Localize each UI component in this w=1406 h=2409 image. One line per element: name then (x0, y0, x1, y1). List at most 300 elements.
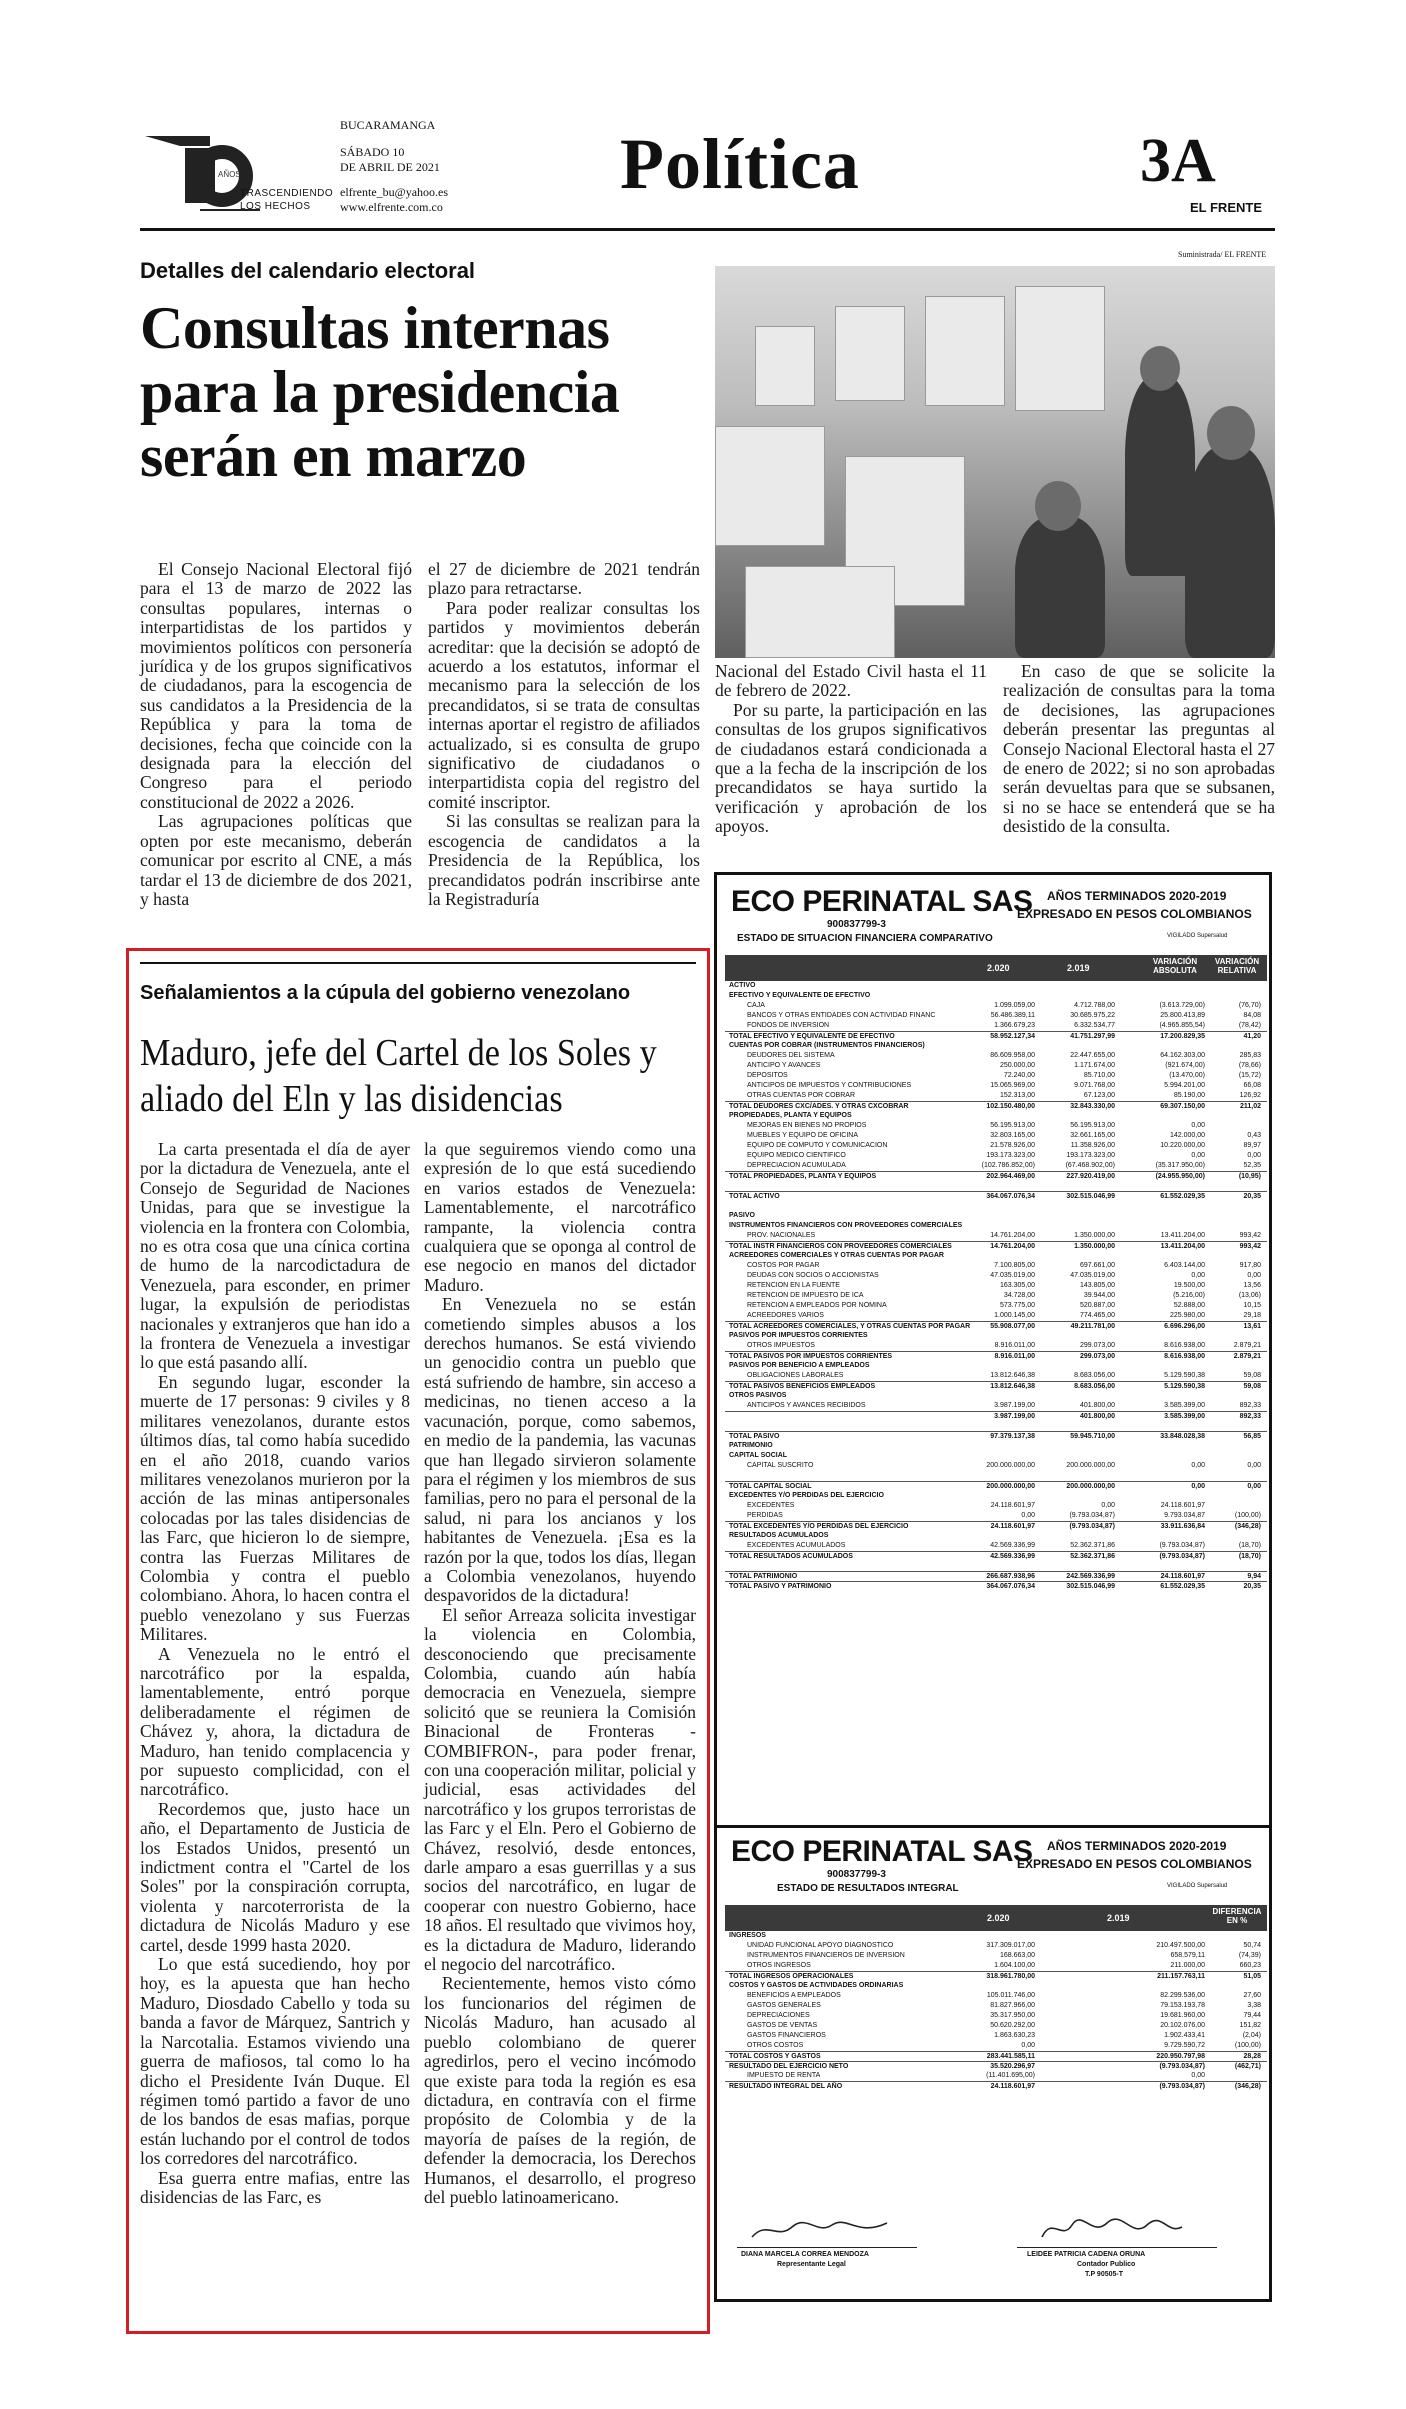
table-cell: TOTAL DEUDORES CXC/ADES. Y OTRAS CXCOBRAR (729, 1103, 909, 1110)
table-cell: 35.317.950,00 (990, 2012, 1035, 2019)
table-cell: 168.663,00 (999, 1952, 1035, 1959)
table-cell: EFECTIVO Y EQUIVALENTE DE EFECTIVO (729, 992, 871, 999)
article2-column-1: La carta presentada el día de ayer por la dictadura de Venezuela, ante el Consejo de Seguridad de Naciones Unidas, para que se investigue la violencia en la frontera con Colombia, no es otra cosa que una cínica cortina de humo de la narcodictadura de Venezuela, para esconder, en primer lugar, la expulsión de periodistas nacionales y extranjeros que han ido a la frontera de Venezuela a investigar lo que está pasando allí. En segundo lugar, esconder la muerte de 17 personas: 9 civiles y 8 militares venezolanos, durante estos últimos días, tal como había sucedido en el año 2018, cuando varios militares venezolanos murieron por la acción de las minas antipersonales colocadas por las tales disidencias de las Farc, que hicieron lo de siempre, contra las Fuerzas Militares de Colombia y contra el pueblo colombiano. Ahora, lo hacen contra el pueblo venezolano y sus Fuerzas Militares. A Venezuela no le entró el narcotráfico por la espalda, lamentablemente, entró porque deliberadamente el régimen de Chávez y, ahora, la dictadura de Maduro, han tenido complacencia y por supuesto complicidad, con el narcotráfico. Recordemos que, justo hace un año, el Departamento de Justicia de los Estados Unidos, presentó un indictment contra el "Cartel de los Soles" por la conspiración corrupta, violenta y narcoterrorista de la dictadura de Nicolás Maduro y ese cartel, desde 1999 hasta 2020. Lo que está sucediendo, hoy por hoy, es la apuesta que han hecho Maduro, Diosdado Cabello y toda su banda a favor de Márquez, Santrich y la Narcotalia. Estamos viviendo una guerra de mafiosos, tal como lo ha dicho el Presidente Iván Duque. El régimen tomó partido a favor de uno de los bandos de esas mafias, porque están luchando por el control de todos los corredores del narcotráfico. Esa guerra entre mafias, entre las disidencias de las Farc, es (140, 1139, 410, 2207)
table-row (725, 2051, 1267, 2061)
table-cell: 1.350.000,00 (1074, 1243, 1115, 1250)
balance-sheet-rows (725, 981, 1267, 1591)
table-cell: 0,00 (1101, 1502, 1115, 1509)
table-cell: EXCEDENTES Y/O PERDIDAS DEL EJERCICIO (729, 1492, 884, 1499)
article2-column-2: la que seguiremos viendo como una expresión de lo que está sucediendo en varios estados de Venezuela: Lamentablemente, el narcotráfico rampante, la violencia contra cualquiera que se oponga al control de ese negocio en manos del dictador Maduro. En Venezuela no se están cometiendo simples abusos a los derechos humanos. Se está viviendo un genocidio contra un pueblo que está sufriendo de hambre, sin acceso a medicinas, no tienen acceso a la vacunación, porque, como sabemos, en medio de la pandemia, las vacunas que han llegado sirvieron solamente para el régimen y los miembros de sus familias, pero no para el personal de la salud, ni para los ancianos y los habitantes de Venezuela. ¡Esa es la razón por la que, todos los días, llegan a Colombia venezolanos, huyendo despavoridos de la dictadura! El señor Arreaza solicita investigar la violencia en Colombia, desconociendo que precisamente Colombia, cuando aún había democracia en Venezuela, siempre solicitó que se reuniera la Comisión Binacional de Fronteras -COMBIFRON-, para poder frenar, con una cooperación militar, policial y judicial, esas actividades del narcotráfico y los grupos terroristas de las Farc y el Eln. Pero el Gobierno de Chávez, resolvió, desde entonces, darle amparo a esas guerrillas y a sus socios del narcotráfico, en lugar de cooperar con nuestro Gobierno, hace 18 años. El resultado que vivimos hoy, es la dictadura de Maduro, liderando el negocio del narcotráfico. Recientemente, hemos visto cómo los funcionarios del régimen de Nicolás Maduro, han acusado al pueblo colombiano de querer agredirlos, pero el vecino incómodo que existe para toda la región es esa dictadura, en contravía con el firme propósito de Colombia y de la mayoría de países de la región, de defender la democracia, los Derechos Humanos, el desarrollo, el progreso del pueblo latinoamericano. (424, 1139, 696, 2207)
table-cell: OBLIGACIONES LABORALES (747, 1372, 844, 1379)
table-row (725, 1531, 1267, 1541)
table-cell: 266.687.938,96 (986, 1573, 1035, 1580)
table-row (725, 1231, 1267, 1241)
table-cell: (18,70) (1238, 1542, 1261, 1549)
table-row (725, 1971, 1267, 1981)
table-cell: INGRESOS (729, 1932, 766, 1939)
article1-column-4: En caso de que se solicite la realización de consultas para la toma de decisiones, las agrupaciones deberán presentar las preguntas al Consejo Nacional Electoral hasta el 27 de enero de 2022; si no son aprobadas serán devueltas para que se subsanen, si no se hace se entenderá que se ha desistido de la consulta. (1003, 661, 1275, 837)
table-cell: (78,42) (1238, 1022, 1261, 1029)
signer-2-tp: T.P 90505-T (1085, 2271, 1124, 2278)
table-cell: (9.793.034,87) (1069, 1512, 1115, 1519)
table-cell: CAPITAL SUSCRITO (747, 1462, 814, 1469)
table-cell: 5.129.590,38 (1164, 1372, 1205, 1379)
logo-years: AÑOS (218, 170, 241, 179)
table-cell: 9.729.590,72 (1164, 2042, 1205, 2049)
table-row (725, 1161, 1267, 1171)
table-cell: 34.728,00 (1003, 1292, 1035, 1299)
table-cell: 13,56 (1243, 1282, 1261, 1289)
table-row (725, 1991, 1267, 2001)
table-cell: 3.585.399,00 (1164, 1413, 1205, 1420)
table-cell: 0,00 (1191, 1122, 1205, 1129)
table-cell: 0,00 (1247, 1483, 1261, 1490)
table-cell: 102.150.480,00 (986, 1103, 1035, 1110)
article2-headline: Maduro, jefe del Cartel de los Soles y aliado del Eln y las disidencias (140, 1032, 657, 1120)
table-cell: DEPRECIACIONES (747, 2012, 810, 2019)
fin-nit-2: 900837799-3 (827, 1869, 886, 1880)
table-cell: 13.812.646,38 (990, 1383, 1035, 1390)
table-cell: (74,39) (1238, 1952, 1261, 1959)
table-cell: 283.441.585,11 (986, 2053, 1035, 2060)
table-row (725, 1121, 1267, 1131)
table-cell: TOTAL INSTR FINANCIEROS CON PROVEEDORES COMERCIALES (729, 1243, 952, 1250)
table-cell: 85.190,00 (1173, 1092, 1205, 1099)
table-row (725, 1961, 1267, 1971)
table-cell: TOTAL INGRESOS OPERACIONALES (729, 1973, 854, 1980)
table-cell: 993,42 (1239, 1243, 1261, 1250)
fin-currency-title-1: EXPRESADO EN PESOS COLOMBIANOS (1017, 907, 1252, 921)
financial-statement-ad (714, 872, 1272, 2302)
table-cell: 0,00 (1021, 2042, 1035, 2049)
table-cell: (11.401.695,00) (986, 2072, 1035, 2079)
table-cell: MUEBLES Y EQUIPO DE OFICINA (747, 1132, 858, 1139)
table-cell: (346,28) (1234, 2083, 1261, 2090)
table-row (725, 1571, 1267, 1581)
table-cell: (2,04) (1242, 2032, 1261, 2039)
table-row (725, 1431, 1267, 1441)
table-row (725, 1441, 1267, 1451)
signer-1-name: DIANA MARCELA CORREA MENDOZA (741, 2251, 869, 2258)
table-row (725, 1031, 1267, 1041)
table-cell: 67.123,00 (1083, 1092, 1115, 1099)
table-cell: 19.500,00 (1173, 1282, 1205, 1289)
table-cell: 24.118.601,97 (1160, 1573, 1205, 1580)
table-cell: (10,95) (1238, 1173, 1261, 1180)
table-cell: 299.073,00 (1079, 1342, 1115, 1349)
article2-top-rule (140, 962, 696, 964)
table-cell: 52,35 (1243, 1162, 1261, 1169)
table-cell: 250.000,00 (999, 1062, 1035, 1069)
table-cell: 152.313,00 (999, 1092, 1035, 1099)
table-cell: 50,74 (1243, 1942, 1261, 1949)
table-cell: (67.468.902,00) (1065, 1162, 1115, 1169)
income-statement-header: 2.020 2.019 DIFERENCIA EN % (725, 1905, 1267, 1931)
table-cell: 142.000,00 (1169, 1132, 1205, 1139)
table-cell: 3,38 (1247, 2002, 1261, 2009)
table-cell: TOTAL EXCEDENTES Y/O PERDIDAS DEL EJERCICIO (729, 1523, 909, 1530)
table-cell: RESULTADOS ACUMULADOS (729, 1532, 829, 1539)
table-cell: ACREEDORES COMERCIALES Y OTRAS CUENTAS POR PAGAR (729, 1252, 944, 1259)
date-line-1: SÁBADO 10 (340, 145, 405, 159)
table-row (725, 1321, 1267, 1331)
table-cell: 993,42 (1239, 1232, 1261, 1239)
table-cell: 13.411.204,00 (1160, 1243, 1205, 1250)
table-row (725, 1171, 1267, 1181)
table-cell: 15.065.969,00 (990, 1082, 1035, 1089)
table-cell: 19.681.960,00 (1160, 2012, 1205, 2019)
table-cell: 1.000.145,00 (994, 1312, 1035, 1319)
table-cell: PASIVOS POR IMPUESTOS CORRIENTES (729, 1332, 868, 1339)
table-cell: 573.775,00 (999, 1302, 1035, 1309)
table-cell: (100,00) (1234, 2042, 1261, 2049)
table-cell: GASTOS GENERALES (747, 2002, 821, 2009)
balance-sheet-table (725, 955, 1267, 1591)
page-number: 3A (1140, 127, 1216, 195)
table-cell: 0,00 (1191, 1152, 1205, 1159)
table-cell: (921.674,00) (1165, 1062, 1205, 1069)
table-cell: 49.211.781,00 (1070, 1323, 1115, 1330)
table-cell: 401.800,00 (1079, 1413, 1115, 1420)
fin-statement2-title: ESTADO DE RESULTADOS INTEGRAL (777, 1883, 959, 1894)
table-cell: 47.035.019,00 (990, 1272, 1035, 1279)
table-cell: 22.447.655,00 (1070, 1052, 1115, 1059)
table-cell: (78,66) (1238, 1062, 1261, 1069)
table-cell: PERDIDAS (747, 1512, 783, 1519)
table-cell: TOTAL PASIVO Y PATRIMONIO (729, 1583, 832, 1590)
table-cell: 59,08 (1243, 1372, 1261, 1379)
voting-booths-photo (715, 266, 1275, 658)
table-cell: BENEFICIOS A EMPLEADOS (747, 1992, 841, 1999)
fin-nit-1: 900837799-3 (827, 919, 886, 930)
table-cell: 0,00 (1191, 1462, 1205, 1469)
table-cell: (462,71) (1234, 2063, 1261, 2070)
table-cell: 211,02 (1239, 1103, 1261, 1110)
table-cell: 200.000.000,00 (986, 1483, 1035, 1490)
table-cell: 20,35 (1243, 1193, 1261, 1200)
table-cell: 56.195.913,00 (990, 1122, 1035, 1129)
table-row (725, 1241, 1267, 1251)
table-cell: 59,08 (1243, 1383, 1261, 1390)
section-title: Política (620, 124, 860, 204)
table-cell: TOTAL PASIVO (729, 1433, 780, 1440)
table-cell: 35.520.296,97 (990, 2063, 1035, 2070)
table-cell: OTROS PASIVOS (729, 1392, 787, 1399)
table-cell: RETENCION EN LA FUENTE (747, 1282, 840, 1289)
fin-company-1: ECO PERINATAL SAS (731, 885, 1033, 918)
table-cell: (9.793.034,87) (1159, 1553, 1205, 1560)
table-cell: (76,70) (1238, 1002, 1261, 1009)
table-cell: 64.162.303,00 (1160, 1052, 1205, 1059)
table-cell: (346,28) (1234, 1523, 1261, 1530)
table-cell: 143.805,00 (1079, 1282, 1115, 1289)
table-cell: CAJA (747, 1002, 765, 1009)
table-row (725, 1501, 1267, 1511)
table-row (725, 1481, 1267, 1491)
table-row (725, 2071, 1267, 2081)
table-cell: TOTAL ACREEDORES COMERCIALES, Y OTRAS CUENTAS POR PAGAR (729, 1323, 971, 1330)
table-cell: 7.100.805,00 (994, 1262, 1035, 1269)
table-row (725, 1041, 1267, 1051)
table-cell: 774.465,00 (1079, 1312, 1115, 1319)
table-cell: COSTOS Y GASTOS DE ACTIVIDADES ORDINARIAS (729, 1982, 904, 1989)
table-cell: 50.620.292,00 (990, 2022, 1035, 2029)
table-row (725, 1461, 1267, 1471)
table-cell: 52.362.371,86 (1070, 1542, 1115, 1549)
table-cell: 24.118.601,97 (1160, 1502, 1205, 1509)
table-cell: 86.609.958,00 (990, 1052, 1035, 1059)
table-cell: 520.887,00 (1079, 1302, 1115, 1309)
table-cell: (9.793.034,87) (1069, 1523, 1115, 1530)
table-cell: 0,00 (1191, 1272, 1205, 1279)
table-cell: 892,33 (1239, 1413, 1261, 1420)
table-cell: EQUIPO MEDICO CIENTIFICO (747, 1152, 846, 1159)
table-cell: DEUDAS CON SOCIOS O ACCIONISTAS (747, 1272, 879, 1279)
table-row (725, 1401, 1267, 1411)
table-cell: RESULTADO DEL EJERCICIO NETO (729, 2063, 849, 2070)
table-cell: 61.552.029,35 (1160, 1193, 1205, 1200)
table-cell: EQUIPO DE COMPUTO Y COMUNICACION (747, 1142, 888, 1149)
table-cell: 220.950.797,98 (1156, 2053, 1205, 2060)
table-cell: 2.879,21 (1233, 1353, 1261, 1360)
table-row (725, 1411, 1267, 1421)
table-row (725, 1361, 1267, 1371)
table-cell: 225.980,00 (1169, 1312, 1205, 1319)
table-cell: CAPITAL SOCIAL (729, 1452, 788, 1459)
table-row (725, 1541, 1267, 1551)
table-cell: 56.486.389,11 (990, 1012, 1035, 1019)
fin-currency-title-2: EXPRESADO EN PESOS COLOMBIANOS (1017, 1857, 1252, 1871)
table-cell: 51,05 (1243, 1973, 1261, 1980)
table-row (725, 2011, 1267, 2021)
table-cell: 211.157.763,11 (1157, 1973, 1205, 1980)
table-cell: 285,83 (1239, 1052, 1261, 1059)
table-cell: 364.067.076,34 (986, 1193, 1035, 1200)
table-cell: 32.803.165,00 (990, 1132, 1035, 1139)
table-cell: EXCEDENTES ACUMULADOS (747, 1542, 846, 1549)
table-row (725, 1181, 1267, 1191)
table-cell: 9.071.768,00 (1074, 1082, 1115, 1089)
fin-divider (717, 1825, 1269, 1828)
table-row (725, 991, 1267, 1001)
table-cell: 84,08 (1243, 1012, 1261, 1019)
table-cell: ANTICIPOS Y AVANCES RECIBIDOS (747, 1402, 866, 1409)
table-cell: 317.309.017,00 (986, 1942, 1035, 1949)
table-cell: 72.240,00 (1003, 1072, 1035, 1079)
table-cell: COSTOS POR PAGAR (747, 1262, 820, 1269)
newspaper-logo (140, 118, 334, 218)
table-cell: GASTOS DE VENTAS (747, 2022, 818, 2029)
table-cell: IMPUESTO DE RENTA (747, 2072, 821, 2079)
table-row (725, 1391, 1267, 1401)
table-row (725, 1151, 1267, 1161)
table-cell: 41,20 (1243, 1033, 1261, 1040)
article1-kicker: Detalles del calendario electoral (140, 258, 476, 283)
table-row (725, 1941, 1267, 1951)
table-cell: 200.000.000,00 (1066, 1483, 1115, 1490)
table-cell: 97.379.137,38 (990, 1433, 1035, 1440)
table-row (725, 1381, 1267, 1391)
email: elfrente_bu@yahoo.es (340, 185, 449, 199)
table-row (725, 1271, 1267, 1281)
table-cell: UNIDAD FUNCIONAL APOYO DIAGNOSTICO (747, 1942, 894, 1949)
table-cell: 0,00 (1247, 1272, 1261, 1279)
table-row (725, 1951, 1267, 1961)
table-cell: OTRAS CUENTAS POR COBRAR (747, 1092, 855, 1099)
table-row (725, 1931, 1267, 1941)
dateline (340, 118, 448, 215)
table-cell: 3.987.199,00 (994, 1413, 1035, 1420)
table-cell: 193.173.323,00 (1066, 1152, 1115, 1159)
table-cell: 25.800.413,89 (1160, 1012, 1205, 1019)
table-cell: 302.515.046,99 (1066, 1583, 1115, 1590)
table-row (725, 1341, 1267, 1351)
table-cell: EXCEDENTES (747, 1502, 795, 1509)
table-cell: 227.920.419,00 (1066, 1173, 1115, 1180)
table-cell: 8.683.056,00 (1074, 1372, 1115, 1379)
table-cell: 11.358.926,00 (1070, 1142, 1115, 1149)
table-cell: 242.569.336,99 (1066, 1573, 1115, 1580)
table-row (725, 1131, 1267, 1141)
table-cell: (35.317.950,00) (1155, 1162, 1205, 1169)
table-cell: 42.569.336,99 (990, 1542, 1035, 1549)
table-cell: GASTOS FINANCIEROS (747, 2032, 826, 2039)
city: BUCARAMANGA (340, 118, 436, 132)
table-cell: TOTAL RESULTADOS ACUMULADOS (729, 1553, 853, 1560)
article2-kicker: Señalamientos a la cúpula del gobierno venezolano (140, 982, 631, 1004)
table-cell: 42.569.336,99 (990, 1553, 1035, 1560)
table-cell: RESULTADO INTEGRAL DEL AÑO (729, 2083, 843, 2090)
table-cell: OTROS COSTOS (747, 2042, 804, 2049)
article1-headline: Consultas internas para la presidencia serán en marzo (140, 295, 620, 489)
table-cell: 8.916.011,00 (994, 1342, 1035, 1349)
table-cell: 1.902.433,41 (1164, 2032, 1205, 2039)
table-row (725, 2041, 1267, 2051)
table-row (725, 1421, 1267, 1431)
table-cell: (13,06) (1238, 1292, 1261, 1299)
table-cell: 6.696.296,00 (1164, 1323, 1205, 1330)
table-cell: CUENTAS POR COBRAR (INSTRUMENTOS FINANCIEROS) (729, 1042, 925, 1049)
table-cell: 4.712.788,00 (1074, 1002, 1115, 1009)
table-cell: 24.118.601,97 (990, 1502, 1035, 1509)
table-cell: 0,00 (1191, 2072, 1205, 2079)
table-cell: TOTAL PASIVOS POR IMPUESTOS CORRIENTES (729, 1353, 893, 1360)
table-cell: OTROS IMPUESTOS (747, 1342, 815, 1349)
table-row (725, 1371, 1267, 1381)
table-row (725, 1451, 1267, 1461)
table-cell: 105.011.746,00 (986, 1992, 1035, 1999)
table-cell: ANTICIPO Y AVANCES (747, 1062, 821, 1069)
paper-name: EL FRENTE (1190, 200, 1262, 215)
table-cell: 59.945.710,00 (1070, 1433, 1115, 1440)
table-cell: 9.793.034,87 (1164, 1512, 1205, 1519)
signature-2-icon (1037, 2211, 1187, 2245)
table-row (725, 1291, 1267, 1301)
table-cell: 14.761.204,00 (990, 1232, 1035, 1239)
table-row (725, 1301, 1267, 1311)
table-cell: (3.613.729,00) (1159, 1002, 1205, 1009)
table-row (725, 1551, 1267, 1561)
table-cell: 318.961.780,00 (986, 1973, 1035, 1980)
header-rule (140, 228, 1275, 231)
table-cell: 29,18 (1243, 1312, 1261, 1319)
table-row (725, 981, 1267, 991)
table-cell: 0,00 (1191, 1483, 1205, 1490)
table-cell: 5.994.201,00 (1164, 1082, 1205, 1089)
table-row (725, 1071, 1267, 1081)
article1-column-3: Nacional del Estado Civil hasta el 11 de febrero de 2022. Por su parte, la participación en las consultas de los grupos significativos de ciudadanos estará condicionada a que a la fecha de la inscripción de los precandidatos se haya surtido la verificación y aprobación de los apoyos. (715, 661, 987, 837)
article1-column-2: el 27 de diciembre de 2021 tendrán plazo para retractarse. Para poder realizar consultas los partidos y movimientos deberán acreditar: que la decisión se adoptó de acuerdo a los estatutos, informar el mecanismo para la selección de los precandidatos, si se trata de consultas internas aportar el registro de afiliados actualizado, si es consulta de grupo significativo de ciudadanos o interpartidista copia del registro del comité inscriptor. Si las consultas se realizan para la escogencia de candidatos a la Presidencia de la República, los precandidatos podrán inscribirse ante la Registraduría (428, 559, 700, 909)
table-cell: 8.683.056,00 (1074, 1383, 1115, 1390)
table-cell: 1.171.674,00 (1074, 1062, 1115, 1069)
table-cell: 10.220.000,00 (1160, 1142, 1205, 1149)
table-row (725, 1351, 1267, 1361)
table-cell: PASIVO (729, 1212, 755, 1219)
table-cell: 202.964.469,00 (986, 1173, 1035, 1180)
table-cell: 1.366.679,23 (994, 1022, 1035, 1029)
table-row (725, 1201, 1267, 1211)
table-cell: 13.411.204,00 (1160, 1232, 1205, 1239)
table-cell: FONDOS DE INVERSION (747, 1022, 830, 1029)
table-cell: DEPOSITOS (747, 1072, 788, 1079)
table-cell: PASIVOS POR BENEFICIO A EMPLEADOS (729, 1362, 870, 1369)
table-cell: PROPIEDADES, PLANTA Y EQUIPOS (729, 1112, 852, 1119)
table-cell: 10,15 (1243, 1302, 1261, 1309)
table-cell: 697.661,00 (1079, 1262, 1115, 1269)
table-cell: 55.908.077,00 (990, 1323, 1035, 1330)
table-cell: 0,00 (1021, 1512, 1035, 1519)
table-cell: 6.403.144,00 (1164, 1262, 1205, 1269)
table-row (725, 1251, 1267, 1261)
table-cell: 5.129.590,38 (1164, 1383, 1205, 1390)
table-cell: 302.515.046,99 (1066, 1193, 1115, 1200)
table-cell: (18,70) (1238, 1553, 1261, 1560)
table-row (725, 1561, 1267, 1571)
table-cell: 2.879,21 (1233, 1342, 1261, 1349)
table-cell: 8.616.938,00 (1164, 1353, 1205, 1360)
table-row (725, 1191, 1267, 1201)
signature-1-icon (747, 2215, 897, 2245)
table-row (725, 2001, 1267, 2011)
table-row (725, 1581, 1267, 1591)
table-cell: 210.497.500,00 (1156, 1942, 1205, 1949)
table-cell: RETENCION DE IMPUESTO DE ICA (747, 1292, 864, 1299)
table-row (725, 1331, 1267, 1341)
table-cell: RETENCION A EMPLEADOS POR NOMINA (747, 1302, 887, 1309)
table-cell: 56,85 (1243, 1433, 1261, 1440)
table-cell: 8.616.938,00 (1164, 1342, 1205, 1349)
table-cell: 32.843.330,00 (1070, 1103, 1115, 1110)
table-cell: 30.685.975,22 (1070, 1012, 1115, 1019)
table-row (725, 1981, 1267, 1991)
table-cell: 41.751.297,99 (1070, 1033, 1115, 1040)
table-cell: 89,97 (1243, 1142, 1261, 1149)
table-cell: 21.578.926,00 (990, 1142, 1035, 1149)
table-cell: 56.195.913,00 (1070, 1122, 1115, 1129)
table-row (725, 2081, 1267, 2091)
signer-1-role: Representante Legal (777, 2261, 846, 2268)
table-cell: (5.216,00) (1173, 1292, 1205, 1299)
table-cell: 1.863.630,23 (994, 2032, 1035, 2039)
table-cell: 13.812.646,38 (990, 1372, 1035, 1379)
table-cell: (102.786.852,00) (981, 1162, 1035, 1169)
table-cell: 1.604.100,00 (994, 1962, 1035, 1969)
signer-2-role: Contador Publico (1077, 2261, 1136, 2268)
table-cell: MEJORAS EN BIENES NO PROPIOS (747, 1122, 867, 1129)
table-cell: 299.073,00 (1079, 1353, 1115, 1360)
table-cell: ACTIVO (729, 982, 756, 989)
table-cell: INSTRUMENTOS FINANCIEROS CON PROVEEDORES COMERCIALES (729, 1222, 963, 1229)
table-cell: TOTAL PASIVOS BENEFICIOS EMPLEADOS (729, 1383, 876, 1390)
